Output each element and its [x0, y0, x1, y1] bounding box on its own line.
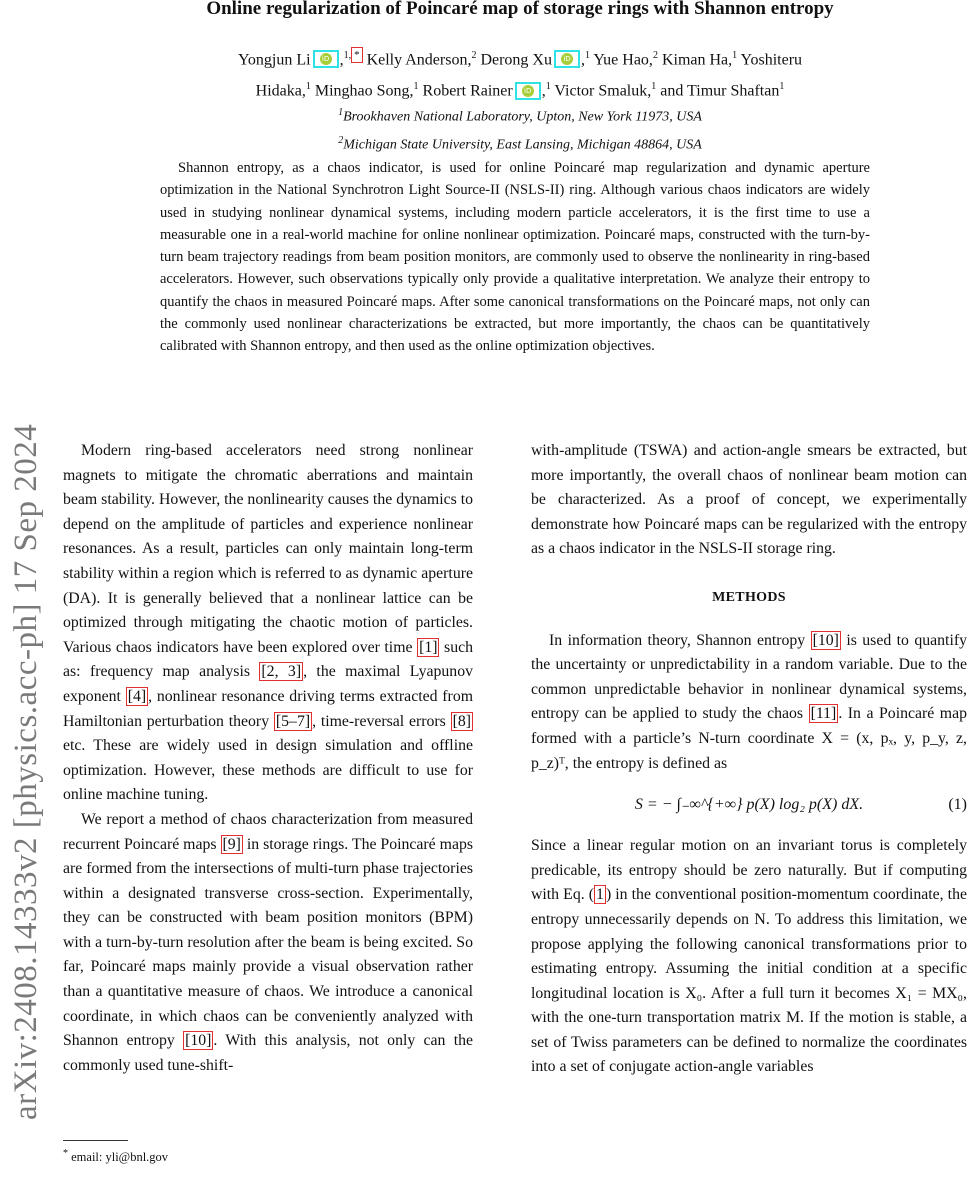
footnote [63, 1148, 168, 1165]
equation-1 [531, 782, 967, 828]
separator: , [541, 82, 546, 100]
citation-link[interactable]: [11] [810, 705, 837, 723]
affil-text: Brookhaven National Laboratory, Upton, New York 11973, USA [343, 109, 702, 125]
orcid-icon[interactable] [313, 50, 339, 68]
equation-number: (1) [948, 796, 967, 814]
affil-mark: 2 [652, 50, 658, 61]
footnote-link[interactable]: * [351, 47, 363, 63]
affil-mark: 1 [305, 81, 311, 93]
right-column [531, 439, 967, 1080]
text: ) in the conventional position-momentum coordinate, the entropy unnecessarily depends on N. To address this limitation, we propose applying the following canonical transformations prior to estimating entropy. Assuming the initial condition at a specific longitudinal location is X₀. After a full turn it becomes X₁ = MX₀, with the one-turn transportation matrix M. If the motion is stable, a set of Twiss parameters can be defined to normalize the coordinates into a set of conjugate action-angle variables [531, 886, 967, 1076]
text: Modern ring-based accelerators need strong nonlinear magnets to mitigate the chromatic aberrations and maintain beam stability. However, the nonlinearity causes the dynamics to depend on the amplitude of particles and experience nonlinear resonances. As a result, particles can only maintain long-term stability within a region which is referred to as dynamic aperture (DA). It is generally believed that a nonlinear lattice can be optimized through mitigating the chaotic motion of particles. Various chaos indicators have been explored over time [63, 442, 473, 656]
affil-mark: 1 [413, 81, 419, 93]
author-name: Yongjun Li [237, 51, 311, 69]
affil-mark: 1 [732, 50, 738, 61]
citation-link[interactable]: [10] [812, 631, 839, 649]
affil-number: 2 [338, 134, 344, 146]
author-name: Minghao Song, [310, 82, 414, 100]
text: , time-reversal errors [312, 712, 451, 730]
affil-mark: 1 [545, 81, 551, 93]
text: Since a linear regular motion on an invariant torus is completely predicable, its entropy should be zero naturally. But if computing with Eq. ( [531, 837, 967, 904]
orcid-icon[interactable] [554, 50, 580, 68]
affil-mark: 1 [779, 81, 785, 93]
affil-mark: 1, [343, 50, 352, 61]
affiliation-2 [90, 129, 950, 157]
author-name: Kelly Anderson, [362, 51, 472, 69]
affil-mark: 1 [651, 81, 657, 93]
author-name: and Timur Shaftan [656, 82, 780, 100]
text: . In a Poincaré map formed with a particle’s N-turn coordinate X = (x, pₓ, y, p_y, z, p_z)ᵀ, the entropy is defined as [531, 705, 967, 772]
text: such as: frequency map analysis [63, 638, 474, 681]
paragraph [531, 629, 967, 777]
paragraph [531, 834, 967, 1080]
author-name: Derong Xu [476, 51, 552, 69]
citation-link[interactable]: [1] [419, 638, 438, 656]
author-name: Victor Smaluk, [550, 82, 652, 100]
paragraph: with-amplitude (TSWA) and action-angle smears be extracted, but more importantly, the overall chaos of nonlinear beam motion can be characterized. As a proof of concept, we experimentally demonstrate how Poincaré maps can be regularized with the entropy as a chaos indicator in the NSLS-II storage ring. [531, 442, 967, 558]
author-name: Yue Hao, [589, 51, 653, 69]
footnote-rule [63, 1140, 128, 1141]
equation-link[interactable]: 1 [596, 886, 604, 904]
abstract: Shannon entropy, as a chaos indicator, is used for online Poincaré map regularization and dynamic aperture optimization in the National Synchrotron Light Source-II (NSLS-II) ring. Although various chaos indicators are widely used in studying nonlinear dynamical systems, including modern particle accelerators, it is the first time to use a measurable one in a real-world machine for online nonlinear optimization. Poincaré maps, constructed with the turn-by-turn beam trajectory readings from beam position monitors, are commonly used to observe the nonlinearity in ring-based accelerators. However, such observations typically only provide a qualitative interpretation. We analyze their entropy to quantify the chaos in measured Poincaré maps. After some canonical transformations on the Poincaré maps, not only can the commonly used nonlinear characterizations be extracted, but more importantly, the chaos can be quantitatively calibrated with Shannon entropy, and then used as the online optimization objectives. [160, 160, 870, 355]
separator: , [339, 51, 344, 69]
citation-link[interactable]: [4] [127, 687, 147, 705]
text: etc. These are widely used in design simulation and offline optimization. However, these methods are difficult to use for online machine tuning. [63, 737, 473, 804]
author-list [90, 42, 950, 105]
left-column [63, 439, 473, 1078]
orcid-icon[interactable] [515, 82, 541, 100]
paragraph [63, 439, 473, 808]
affiliations [90, 101, 950, 156]
text: In information theory, Shannon entropy [549, 631, 811, 649]
text: , nonlinear resonance driving terms extracted from Hamiltonian perturbation theory [63, 687, 474, 730]
affil-text: Michigan State University, East Lansing, Michigan 48864, USA [343, 137, 702, 153]
text: , the maximal Lyapunov exponent [63, 663, 473, 705]
footnote-mark: * [63, 1148, 68, 1159]
author-name: Hidaka, [255, 82, 306, 100]
citation-link[interactable]: [2, 3] [261, 663, 302, 681]
text: We report a method of chaos characterization from measured recurrent Poincaré maps [63, 810, 473, 853]
arxiv-identifier-stamp: arXiv:2408.14333v2 [physics.acc-ph] 17 Sep 2024 [8, 423, 44, 1120]
citation-link[interactable]: [9] [222, 835, 241, 853]
citation-link[interactable]: [5–7] [275, 712, 311, 730]
affiliation-1 [90, 101, 950, 129]
author-name: Yoshiteru [737, 51, 803, 69]
separator: , [580, 51, 585, 69]
text: in storage rings. The Poincaré maps are formed from the intersections of multi-turn phase trajectories within a designated transverse cross-section. Experimentally, they can be constructed with beam position monitors (BPM) with a turn-by-turn resolution after the beam is being excited. So far, Poincaré maps mainly provide a visual observation rather than a quantitative measure of chaos. We introduce a canonical coordinate, in which chaos can be conveniently analyzed with Shannon entropy [63, 835, 474, 1050]
text: . With this analysis, not only can the commonly used tune-shift- [63, 1032, 473, 1074]
affil-mark: 2 [471, 50, 477, 61]
author-name: Kiman Ha, [657, 51, 733, 69]
text: is used to quantify the uncertainty or unpredictability in a random variable. Due to the common unpredictable behavior in nonlinear dynamical systems, entropy can be applied to study the chaos [531, 631, 967, 723]
equation-body: S = − ∫₋∞^{+∞} p(X) log₂ p(X) dX. [634, 796, 864, 814]
section-heading: METHODS [712, 589, 786, 605]
paragraph [63, 808, 473, 1079]
citation-link[interactable]: [8] [452, 712, 471, 730]
affil-mark: 1 [584, 50, 590, 61]
paper-title: Online regularization of Poincaré map of storage rings with Shannon entropy [206, 0, 834, 19]
footnote-text: email: yli@bnl.gov [68, 1150, 169, 1165]
affil-number: 1 [338, 107, 344, 118]
author-name: Robert Rainer [418, 82, 513, 100]
citation-link[interactable]: [10] [185, 1032, 212, 1050]
